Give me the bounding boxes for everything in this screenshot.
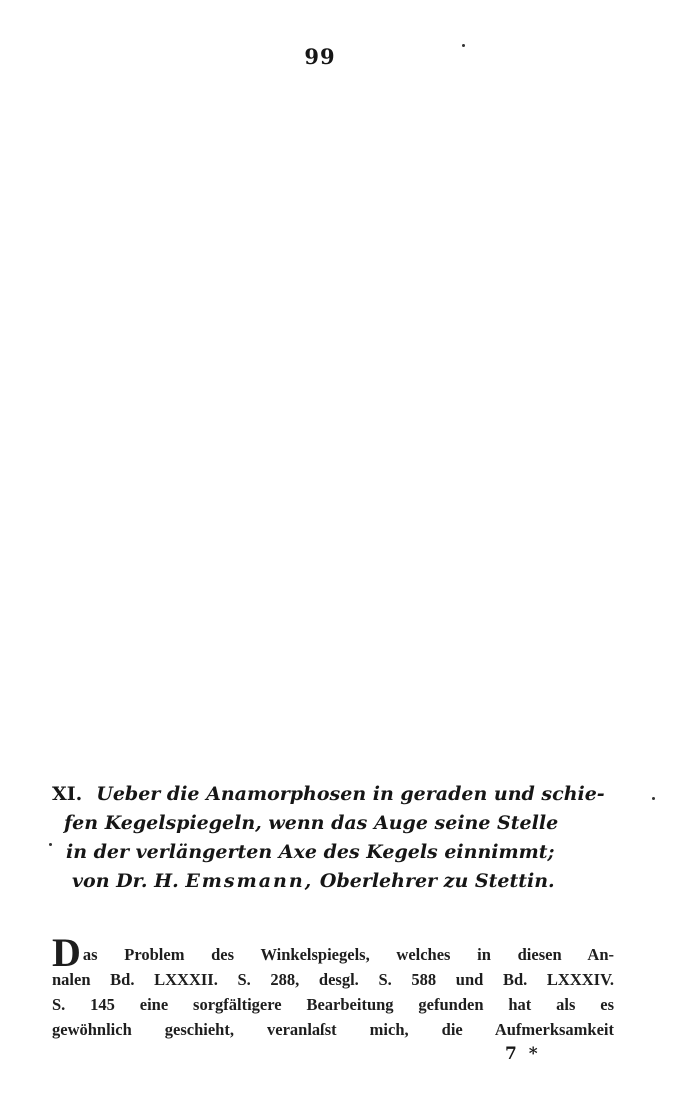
scan-speck <box>49 843 52 846</box>
author-line <box>52 867 612 896</box>
body-line-1-text: as Problem des Winkelspiegels, welches in diesen An- <box>82 945 614 964</box>
scan-speck <box>652 797 655 800</box>
article-heading <box>52 780 612 896</box>
body-line-4: gewöhnlich geschieht, veranlaſst mich, die Aufmerksamkeit <box>52 1020 614 1039</box>
page-number: 99 <box>304 44 336 69</box>
author-prefix: von Dr. H. <box>72 870 179 892</box>
article-numeral: XI. <box>52 783 83 805</box>
title-line-2: fen Kegelspiegeln, wenn das Auge seine Stelle <box>64 812 559 834</box>
signature-mark: 7 * <box>505 1044 541 1064</box>
drop-cap: D <box>52 930 81 975</box>
body-line-3: S. 145 eine sorgfältigere Bearbeitung gefunden hat als es <box>52 995 614 1014</box>
title-line-1: Ueber die Anamorphosen in geraden und schie- <box>96 783 605 805</box>
body-line-1 <box>52 930 614 975</box>
scan-speck <box>462 44 465 47</box>
author-suffix: Oberlehrer zu Stettin. <box>319 870 555 892</box>
author-name: Emsmann, <box>185 870 314 892</box>
title-line-3: in der verlängerten Axe des Kegels einnimmt; <box>66 841 555 863</box>
heading-line-1 <box>52 780 612 809</box>
body-line-2: nalen Bd. LXXXII. S. 288, desgl. S. 588 und Bd. LXXXIV. <box>52 970 614 989</box>
body-paragraph <box>52 930 614 1042</box>
